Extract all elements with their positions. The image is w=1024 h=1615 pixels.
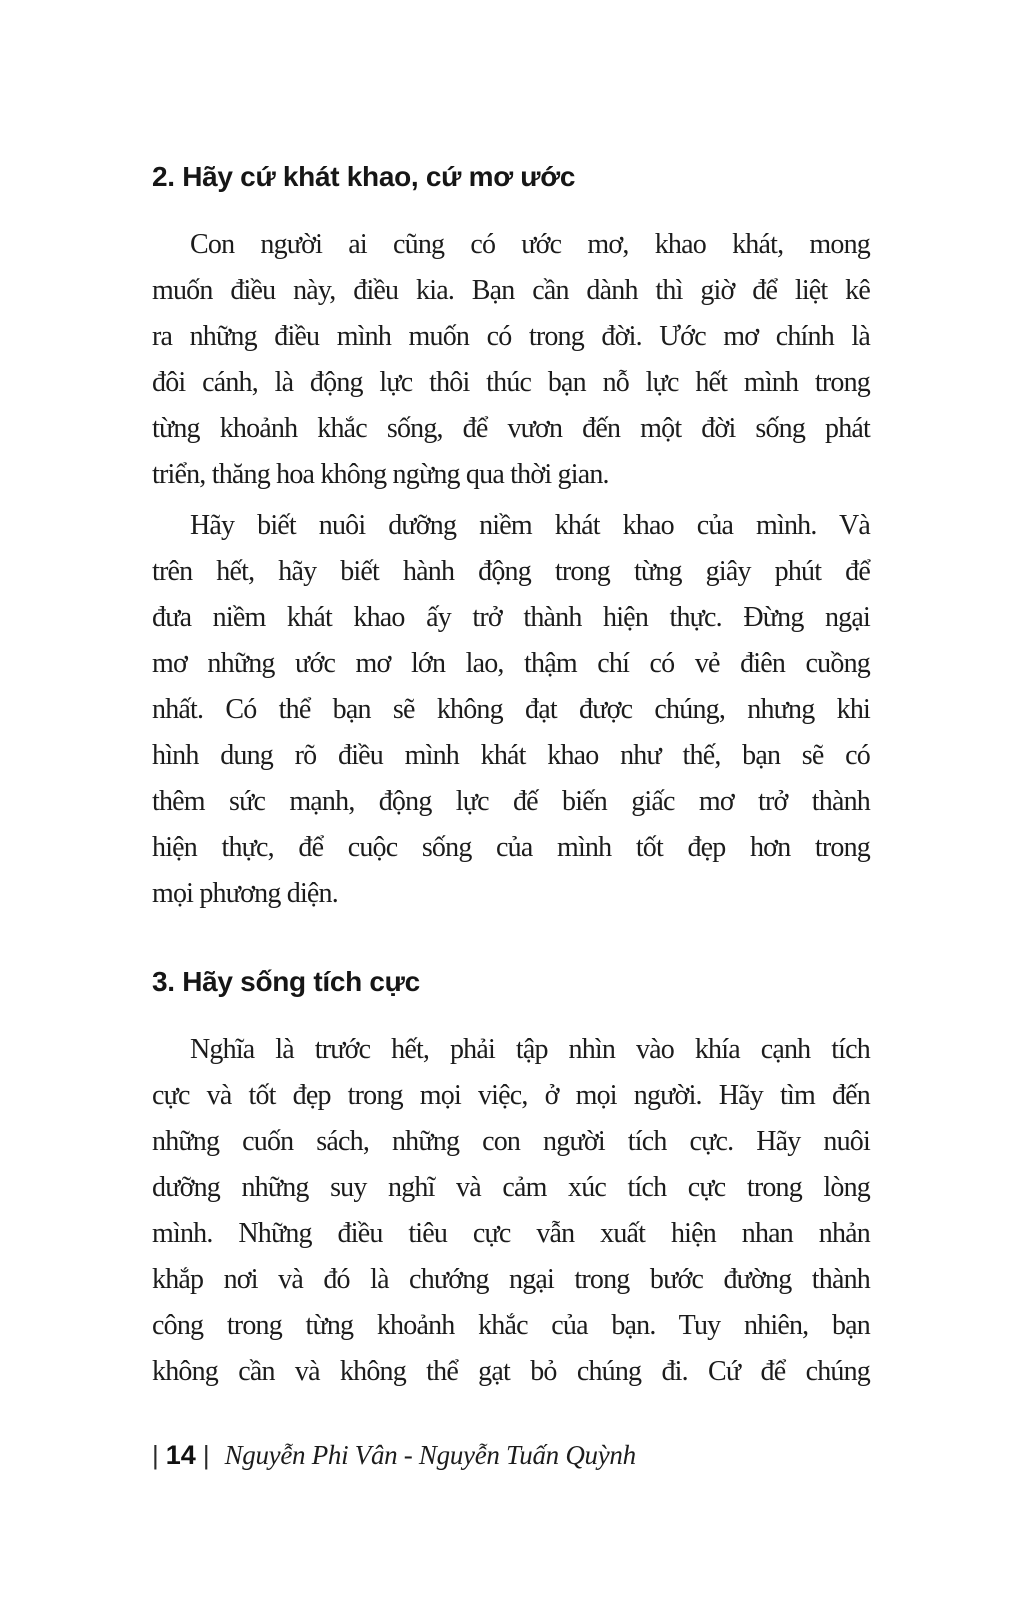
paragraph-dreams-1 <box>152 222 870 498</box>
paragraph-line: những cuốn sách, những con người tích cực. Hãy nuôi <box>152 1126 870 1157</box>
paragraph-line: không cần và không thể gạt bỏ chúng đi. Cứ để chúng <box>152 1356 870 1387</box>
paragraph-line: Hãy biết nuôi dưỡng niềm khát khao của mình. Và <box>190 510 870 541</box>
paragraph-line: mọi phương diện. <box>152 878 338 909</box>
page-footer <box>152 1437 870 1473</box>
paragraph-line: Con người ai cũng có ước mơ, khao khát, mong <box>190 229 870 260</box>
footer-authors: Nguyễn Phi Vân - Nguyễn Tuấn Quỳnh <box>224 1440 636 1470</box>
paragraph-line: trên hết, hãy biết hành động trong từng giây phút để <box>152 556 870 587</box>
section-heading-2: 2. Hãy cứ khát khao, cứ mơ ước <box>152 161 576 192</box>
section-heading-3: 3. Hãy sống tích cực <box>152 966 420 997</box>
paragraph-line: mình. Những điều tiêu cực vẫn xuất hiện nhan nhản <box>152 1218 870 1249</box>
page-number: 14 <box>165 1440 196 1470</box>
paragraph-line: triển, thăng hoa không ngừng qua thời gian. <box>152 459 609 490</box>
footer-separator-right: | <box>202 1440 210 1470</box>
book-page <box>152 160 870 1473</box>
paragraph-line: ra những điều mình muốn có trong đời. Ước mơ chính là <box>152 321 870 352</box>
paragraph-line: nhất. Có thể bạn sẽ không đạt được chúng, nhưng khi <box>152 694 870 725</box>
paragraph-line: Nghĩa là trước hết, phải tập nhìn vào khía cạnh tích <box>190 1034 870 1065</box>
paragraph-dreams-2 <box>152 503 870 917</box>
paragraph-line: hiện thực, để cuộc sống của mình tốt đẹp hơn trong <box>152 832 870 863</box>
footer-separator-left: | <box>152 1440 159 1470</box>
paragraph-line: đưa niềm khát khao ấy trở thành hiện thực. Đừng ngại <box>152 602 870 633</box>
paragraph-line: muốn điều này, điều kia. Bạn cần dành thì giờ để liệt kê <box>152 275 870 306</box>
paragraph-line: thêm sức mạnh, động lực đế biến giấc mơ trở thành <box>152 786 870 817</box>
paragraph-line: hình dung rõ điều mình khát khao như thế, bạn sẽ có <box>152 740 870 771</box>
paragraph-line: mơ những ước mơ lớn lao, thậm chí có vẻ điên cuồng <box>152 648 870 679</box>
paragraph-line: đôi cánh, là động lực thôi thúc bạn nỗ lực hết mình trong <box>152 367 870 398</box>
paragraph-line: cực và tốt đẹp trong mọi việc, ở mọi người. Hãy tìm đến <box>152 1080 870 1111</box>
paragraph-line: công trong từng khoảnh khắc của bạn. Tuy nhiên, bạn <box>152 1310 870 1341</box>
paragraph-line: khắp nơi và đó là chướng ngại trong bước đường thành <box>152 1264 870 1295</box>
paragraph-positive-1 <box>152 1027 870 1395</box>
paragraph-line: dưỡng những suy nghĩ và cảm xúc tích cực trong lòng <box>152 1172 870 1203</box>
paragraph-line: từng khoảnh khắc sống, để vươn đến một đời sống phát <box>152 413 870 444</box>
